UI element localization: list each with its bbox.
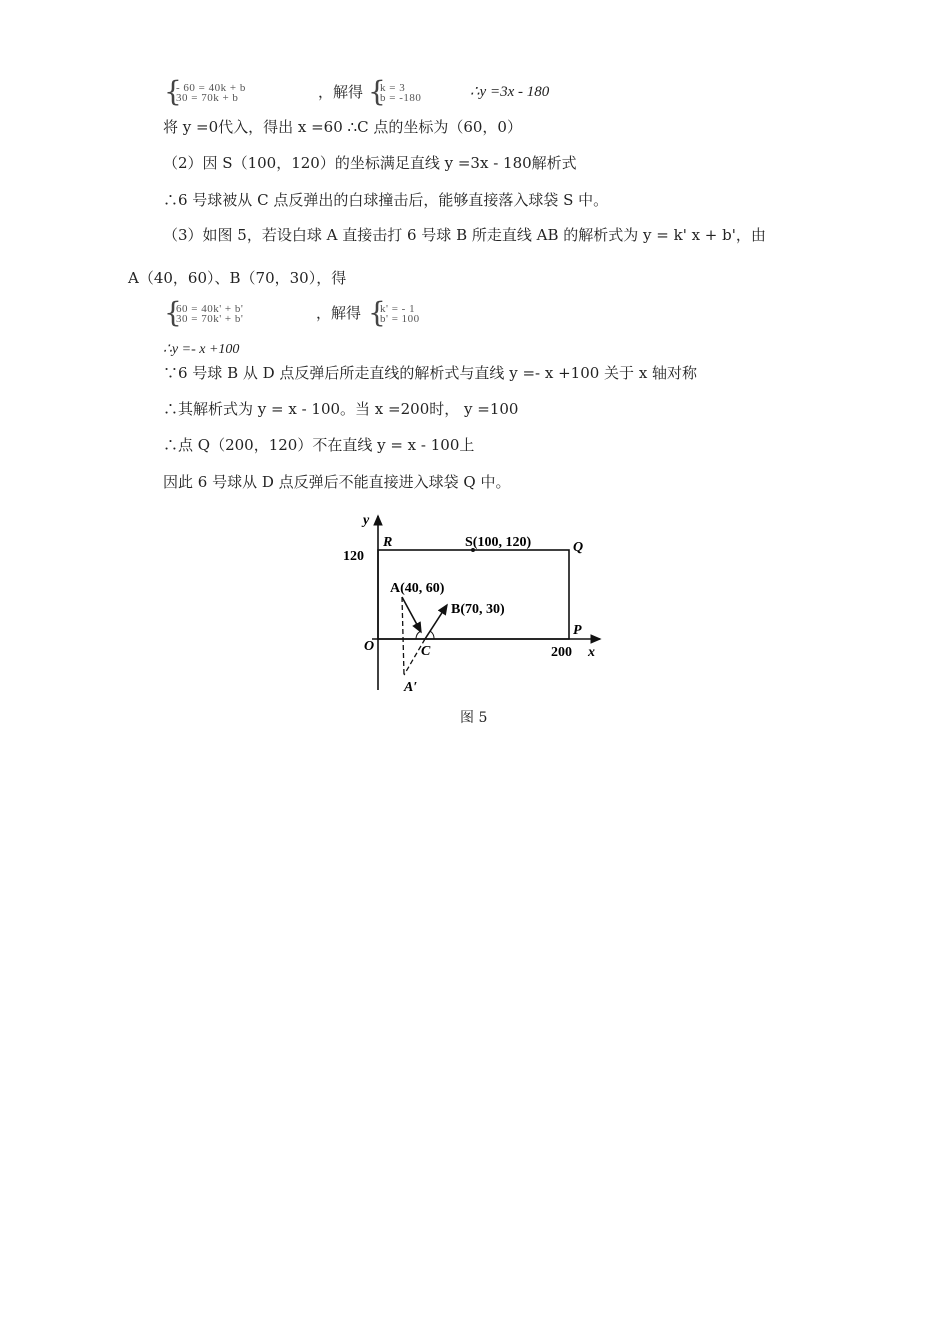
paragraph-line-4: ∴6 号球被从 C 点反弹出的白球撞击后，能够直接落入球袋 S 中。 bbox=[163, 191, 609, 209]
solve-text-1: ，解得 bbox=[318, 83, 364, 101]
solution-row: k' = - 1 bbox=[380, 303, 416, 315]
corner-q-label: Q bbox=[573, 540, 584, 555]
equation-system-1 bbox=[176, 83, 246, 103]
equation-row: 30 = 70k' + b' bbox=[176, 313, 244, 325]
point-a-label: A(40, 60) bbox=[390, 581, 445, 596]
paragraph-line-9: ∵6 号球 B 从 D 点反弹后所走直线的解析式与直线 y =- x +100 关于 x 轴对称 bbox=[163, 364, 698, 382]
paragraph-line-6: A（40，60）、B（70，30），得 bbox=[128, 269, 347, 287]
solution-row: b = -180 bbox=[380, 92, 422, 104]
paragraph-line-12: 因此 6 号球从 D 点反弹后不能直接进入球袋 Q 中。 bbox=[163, 473, 511, 491]
path-c-to-b bbox=[425, 605, 447, 639]
paragraph-line-2: 将 y =0代入，得出 x =60 ∴C 点的坐标为（60，0） bbox=[163, 118, 522, 136]
solve-text-2: ，解得 bbox=[316, 304, 362, 322]
paragraph-line-11: ∴点 Q（200，120）不在直线 y = x - 100上 bbox=[163, 436, 475, 454]
system-brace-4: { bbox=[368, 296, 386, 329]
point-b-label: B(70, 30) bbox=[451, 602, 505, 617]
point-a-prime-label: A′ bbox=[404, 680, 418, 695]
paragraph-line-8: ∴y =- x +100 bbox=[163, 342, 240, 357]
corner-p-label: P bbox=[573, 623, 582, 638]
corner-r-label: R bbox=[383, 535, 393, 550]
system-brace-2: { bbox=[368, 75, 386, 108]
system-brace-1: { bbox=[164, 75, 182, 108]
figure-caption: 图 5 bbox=[460, 710, 488, 726]
origin-label: O bbox=[364, 639, 375, 654]
path-a-to-c bbox=[402, 597, 421, 632]
x-axis-label: x bbox=[588, 645, 595, 660]
therefore-line-1: ∴y =3x - 180 bbox=[470, 84, 550, 100]
paragraph-line-3: （2）因 S（100，120）的坐标满足直线 y =3x - 180解析式 bbox=[163, 154, 577, 172]
paragraph-line-10: ∴其解析式为 y = x - 100。当 x =200时， y =100 bbox=[163, 400, 519, 418]
angle-arc-right bbox=[430, 631, 434, 639]
billiard-figure bbox=[343, 505, 615, 700]
equation-system-2 bbox=[176, 304, 243, 324]
solution-system-2 bbox=[380, 304, 420, 324]
solution-system-1 bbox=[380, 83, 421, 103]
y-axis-label: y bbox=[363, 513, 370, 528]
pocket-s-label: S(100, 120) bbox=[465, 535, 532, 550]
system-brace-3: { bbox=[164, 296, 182, 329]
equation-row: - 60 = 40k + b bbox=[176, 82, 246, 94]
solution-row: k = 3 bbox=[380, 82, 406, 94]
point-c-label: C bbox=[421, 644, 431, 659]
solution-row: b' = 100 bbox=[380, 313, 420, 325]
equation-row: 30 = 70k + b bbox=[176, 92, 239, 104]
paragraph-line-5: （3）如图 5，若设白球 A 直接击打 6 号球 B 所走直线 AB 的解析式为 y = k' x + b'，由 bbox=[163, 226, 766, 244]
y-tick-label: 120 bbox=[343, 549, 364, 564]
x-tick-label: 200 bbox=[551, 645, 572, 660]
dashed-vertical bbox=[402, 597, 404, 675]
equation-row: 60 = 40k' + b' bbox=[176, 303, 244, 315]
